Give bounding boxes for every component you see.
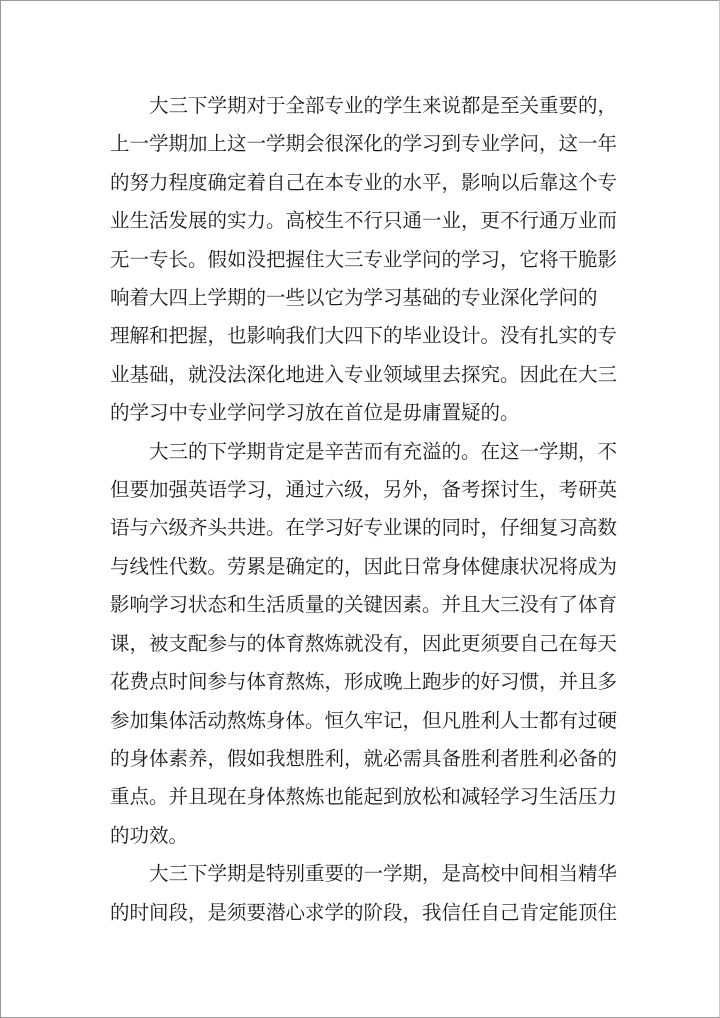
paragraph-line: 的努力程度确定着自己在本专业的水平，影响以后靠这个专 (110, 170, 618, 194)
paragraph-line: 大三的下学期肯定是辛苦而有充溢的。在这一学期，不 (149, 439, 618, 463)
paragraph-line: 上一学期加上这一学期会很深化的学习到专业学问，这一年 (110, 132, 618, 156)
paragraph-line: 的功效。 (110, 823, 189, 847)
paragraph-line: 无一专长。假如没把握住大三专业学问的学习，它将干脆影 (110, 247, 618, 271)
paragraph-1 (110, 87, 618, 433)
paragraph-line: 的时间段，是须要潜心求学的阶段，我信任自己肯定能顶住 (110, 900, 618, 924)
paragraph-line: 课，被支配参与的体育熬炼就没有，因此更须要自己在每天 (110, 631, 618, 655)
paragraph-line: 的身体素养，假如我想胜利，就必需具备胜利者胜利必备的 (110, 746, 618, 770)
paragraph-line: 与线性代数。劳累是确定的，因此日常身体健康状况将成为 (110, 554, 618, 578)
paragraph-3 (110, 855, 618, 932)
paragraph-line: 影响学习状态和生活质量的关键因素。并且大三没有了体育 (110, 593, 618, 617)
paragraph-line: 业基础，就没法深化地进入专业领域里去探究。因此在大三 (110, 362, 618, 386)
paragraph-line: 的学习中专业学问学习放在首位是毋庸置疑的。 (110, 401, 520, 425)
document-body (110, 87, 618, 932)
paragraph-line: 语与六级齐头共进。在学习好专业课的同时，仔细复习高数 (110, 516, 618, 540)
paragraph-line: 重点。并且现在身体熬炼也能起到放松和减轻学习生活压力 (110, 785, 618, 809)
paragraph-line: 响着大四上学期的一些以它为学习基础的专业深化学问的 (110, 286, 598, 310)
paragraph-line: 但要加强英语学习，通过六级，另外，备考探讨生，考研英 (110, 478, 618, 502)
paragraph-line: 理解和把握，也影响我们大四下的毕业设计。没有扎实的专 (110, 324, 618, 348)
paragraph-line: 参加集体活动熬炼身体。恒久牢记，但凡胜利人士都有过硬 (110, 708, 618, 732)
paragraph-line: 花费点时间参与体育熬炼，形成晚上跑步的好习惯，并且多 (110, 670, 618, 694)
paragraph-2 (110, 433, 618, 855)
paragraph-line: 业生活发展的实力。高校生不行只通一业，更不行通万业而 (110, 209, 618, 233)
paragraph-line: 大三下学期对于全部专业的学生来说都是至关重要的， (149, 94, 618, 117)
paragraph-line: 大三下学期是特别重要的一学期，是高校中间相当精华 (149, 862, 618, 886)
